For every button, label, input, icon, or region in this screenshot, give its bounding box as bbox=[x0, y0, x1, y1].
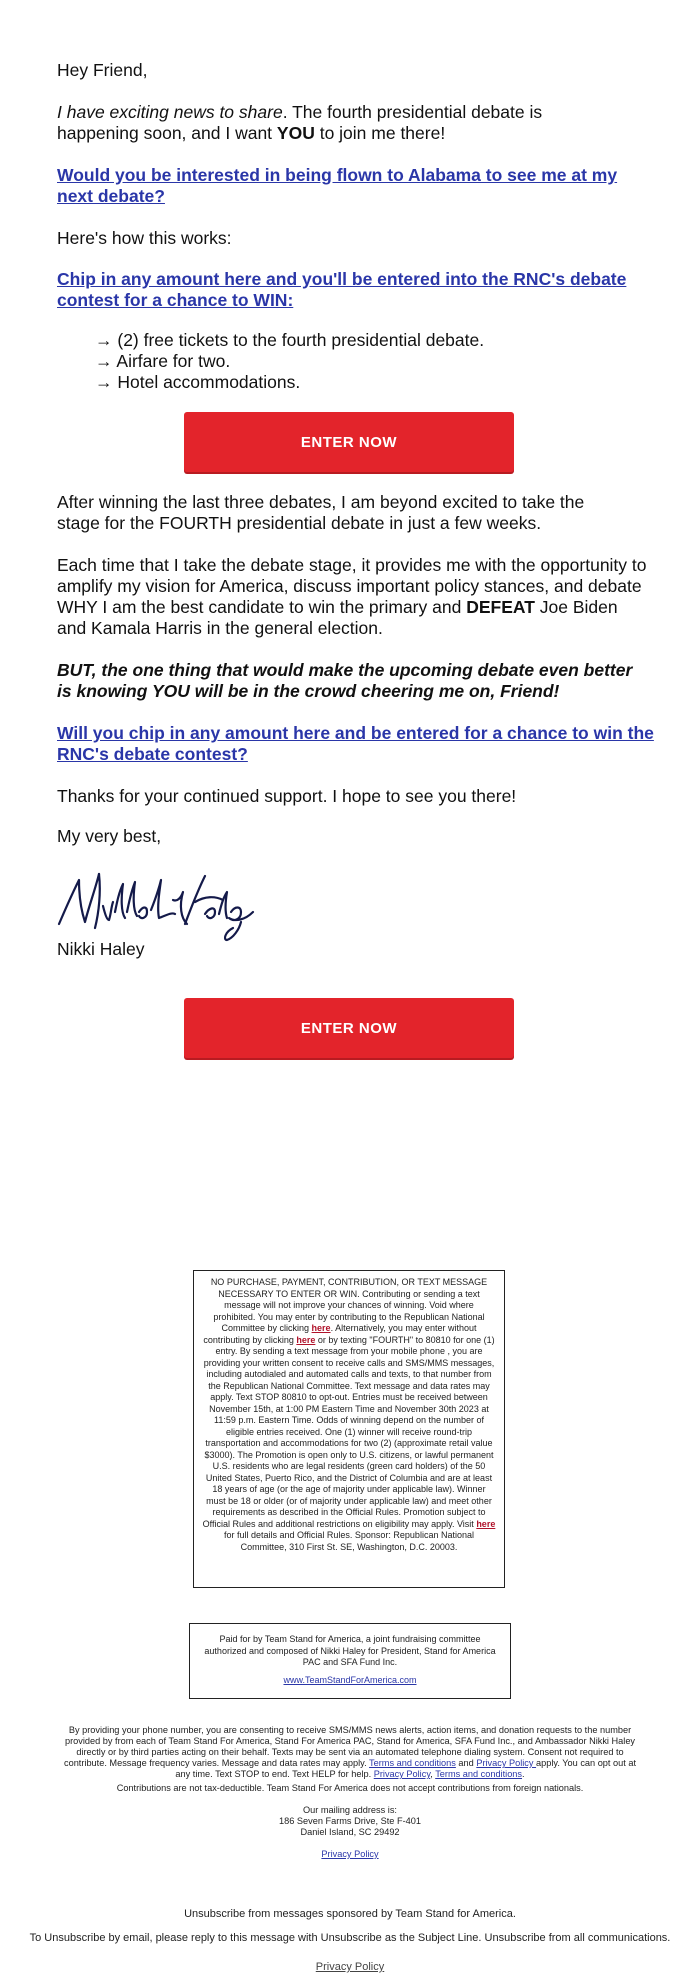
link-chip-in-contest[interactable]: Chip in any amount here and you'll be entered into the RNC's debate contest for a chance to WIN: bbox=[57, 269, 627, 310]
paragraph-winning: After winning the last three debates, I am beyond excited to take the stage for the FOURTH presidential debate in just a few weeks. bbox=[57, 492, 585, 533]
privacy-link-2[interactable]: Privacy Policy bbox=[373, 1769, 431, 1779]
link-chip-in-win[interactable]: Will you chip in any amount here and be entered for a chance to win the RNC's debate contest? bbox=[57, 723, 654, 764]
bold-italic-paragraph: BUT, the one thing that would make the upcoming debate even better is knowing YOU will be in the crowd cheering me on, Friend! bbox=[57, 660, 633, 701]
greeting: Hey Friend, bbox=[57, 60, 148, 80]
unsubscribe-sponsored[interactable]: Unsubscribe from messages sponsored by Team Stand for America. bbox=[184, 1908, 516, 1920]
sms-dot: . bbox=[522, 1769, 525, 1779]
intro-paragraph bbox=[57, 102, 617, 144]
sms-consent bbox=[58, 1725, 642, 1780]
sweepstakes-disclaimer bbox=[193, 1270, 505, 1588]
intro-text-b: to join me there! bbox=[314, 123, 446, 143]
prize-item: → (2) free tickets to the fourth presidential debate. bbox=[95, 330, 485, 350]
intro-italic: I have exciting news to share bbox=[57, 102, 283, 122]
contribute-here-link[interactable]: here bbox=[311, 1323, 331, 1333]
intro-text-a: . The fourth presidential debate is happening soon, and I want bbox=[57, 102, 543, 143]
prize-list bbox=[95, 330, 484, 393]
sms-consent-text: By providing your phone number, you are consenting to receive SMS/MMS news alerts, action items, and donation requests to the number provided by from each of Team Stand For America, Stand For America PAC, Stand for America, SFA Fund Inc., and Ambassador Nikki Haley directly or by third parties acting on their behalf. Texts may be sent via an automated telephone dialing system. Consent not required to contribute. Message frequency varies. Message and data rates may apply. bbox=[63, 1725, 636, 1768]
disclaimer-text-3: or by texting "FOURTH" to 80810 for one (1) entry. By sending a text message from your mobile phone , you are providing your written consent to receive calls and SMS/MMS messages, including autodialed and automated calls and texts, to that number from the Republican National Committee. Text message and data rates may apply. Text STOP 80810 to opt-out. Entries must be received between November 15th, at 1:00 PM Eastern Time and November 30th 2023 at 11:59 p.m. Eastern Time. Odds of winning depend on the number of eligible entries received. One (1) winner will receive round-trip transportation and accommodations for two (2) (approximate retail value $3000). The Promotion is open only to U.S. citizens, or lawful permanent U.S. residents who are legal residents (green card holders) of the 50 United States, Puerto Rico, and the District of Columbia and are at least 18 years of age (or the age of majority under applicable law). Winner must be 18 or older (or of majority under applicable law) and meet other requirements as described in the Official Rules. Promotion subject to Official Rules and additional restrictions on eligibility may apply. Visit bbox=[202, 1334, 495, 1529]
privacy-policy-bottom-link[interactable]: Privacy Policy bbox=[315, 1961, 385, 1973]
terms-link[interactable]: Terms and conditions bbox=[369, 1758, 456, 1768]
signoff: My very best, bbox=[57, 826, 162, 846]
website-link[interactable]: www.TeamStandForAmerica.com bbox=[283, 1674, 417, 1685]
paid-for-box bbox=[189, 1623, 511, 1699]
para2-defeat: DEFEAT bbox=[466, 597, 535, 617]
sms-comma: , bbox=[430, 1769, 436, 1779]
mailing-label: Our mailing address is: bbox=[303, 1805, 397, 1815]
enter-now-button[interactable]: ENTER NOW bbox=[184, 412, 514, 472]
contributions-note: Contributions are not tax-deductible. Team Stand For America does not accept contributions from foreign nationals. bbox=[116, 1783, 584, 1793]
disclaimer-text-2: . Alternatively, you may enter without contributing by clicking bbox=[203, 1323, 477, 1345]
intro-you: YOU bbox=[276, 123, 315, 143]
signature-name: Nikki Haley bbox=[57, 939, 145, 959]
privacy-link[interactable]: Privacy Policy bbox=[476, 1758, 537, 1768]
mailing-line-1: 186 Seven Farms Drive, Ste F-401 bbox=[279, 1816, 421, 1826]
paid-for-text: Paid for by Team Stand for America, a joint fundraising committee authorized and composed of Nikki Haley for President, Stand for America PAC and SFA Fund Inc. bbox=[204, 1634, 496, 1667]
enter-now-button-2[interactable]: ENTER NOW bbox=[184, 998, 514, 1058]
prize-item: → Airfare for two. bbox=[95, 351, 231, 371]
how-it-works: Here's how this works: bbox=[57, 228, 232, 248]
signature-image bbox=[55, 862, 260, 942]
mailing-line-2: Daniel Island, SC 29492 bbox=[300, 1827, 400, 1837]
para2-text-a: Each time that I take the debate stage, it provides me with the opportunity to amplify my vision for America, discuss important policy stances, and debate WHY I am the best candidate to win the primary and bbox=[57, 555, 647, 617]
link-flown-to-alabama[interactable]: Would you be interested in being flown to Alabama to see me at my next debate? bbox=[57, 165, 618, 206]
paragraph-debate-stage bbox=[57, 555, 647, 639]
official-rules-here-link[interactable]: here bbox=[476, 1518, 496, 1529]
sms-and: and bbox=[455, 1758, 477, 1768]
privacy-policy-link[interactable]: Privacy Policy bbox=[321, 1849, 379, 1859]
privacy-policy-wrap bbox=[200, 1849, 500, 1860]
sms-consent-rest: apply. You can opt out at any time. Text STOP to end. Text HELP for help. bbox=[175, 1758, 636, 1779]
privacy-policy-footer bbox=[0, 1961, 700, 1973]
thanks-paragraph: Thanks for your continued support. I hope to see you there! bbox=[57, 786, 517, 806]
mailing-address bbox=[200, 1805, 500, 1838]
disclaimer-text-4: for full details and Official Rules. Sponsor: Republican National Committee, 310 First St. SE, Washington, D.C. 20003. bbox=[224, 1530, 474, 1552]
disclaimer-text-1: NO PURCHASE, PAYMENT, CONTRIBUTION, OR TEXT MESSAGE NECESSARY TO ENTER OR WIN. Contributing or sending a text message will not improve your chances of winning. Void where prohibited. You may enter by contributing to the Republican National Committee by clicking bbox=[210, 1277, 488, 1333]
para2-text-b: Joe Biden and Kamala Harris in the general election. bbox=[57, 597, 618, 638]
unsubscribe-email[interactable]: To Unsubscribe by email, please reply to this message with Unsubscribe as the Subject Line. Unsubscribe from all communications. bbox=[29, 1932, 671, 1944]
terms-link-2[interactable]: Terms and conditions bbox=[435, 1769, 523, 1779]
prize-item: → Hotel accommodations. bbox=[95, 372, 301, 392]
enter-free-here-link[interactable]: here bbox=[296, 1334, 316, 1345]
